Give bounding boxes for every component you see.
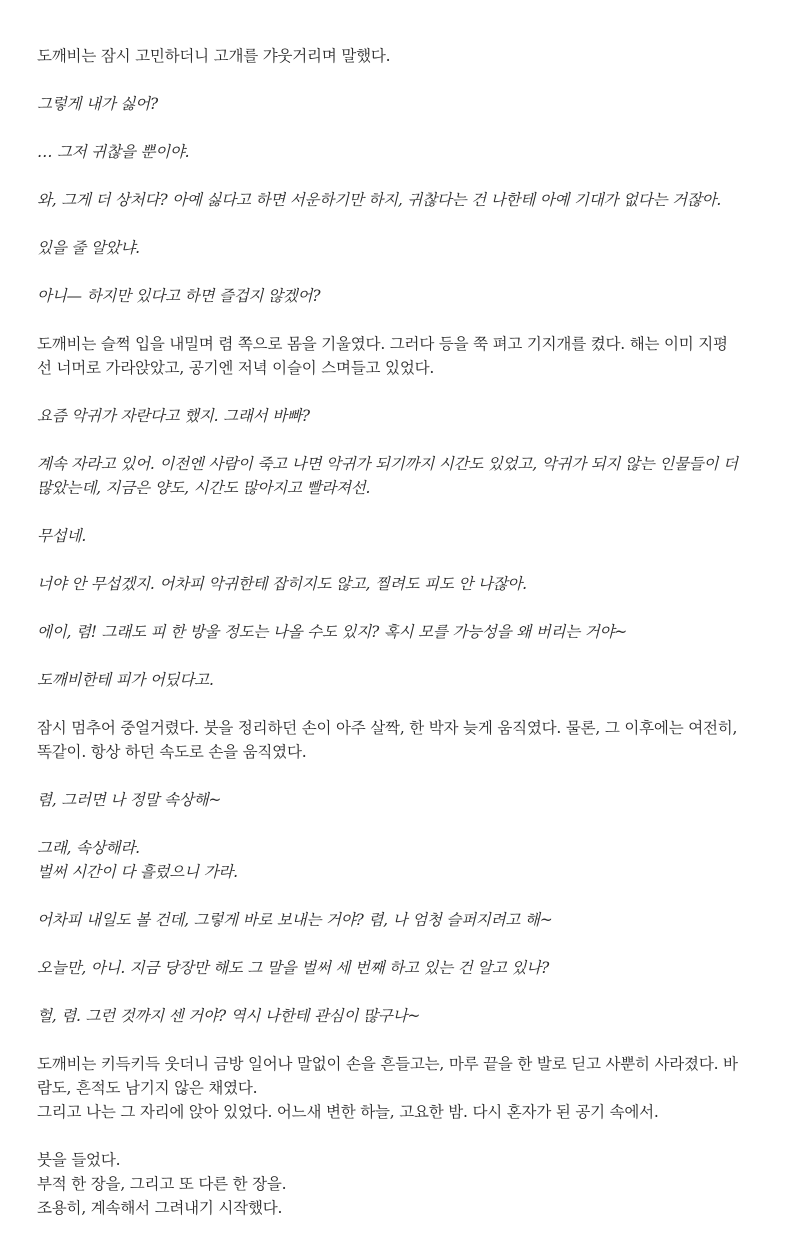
paragraph-dialogue xyxy=(37,404,767,428)
text-line: 벌써 시간이 다 흘렀으니 가라. xyxy=(37,863,238,881)
paragraph-dialogue xyxy=(37,1004,767,1028)
text-line: 오늘만, 아니. 지금 당장만 해도 그 말을 벌써 세 번째 하고 있는 건 알고 있나? xyxy=(37,959,550,977)
text-line: 많았는데, 지금은 양도, 시간도 많아지고 빨라져선. xyxy=(37,479,371,497)
text-line: 잠시 멈추어 중얼거렸다. 붓을 정리하던 손이 아주 살짝, 한 박자 늦게 움직였다. 물론, 그 이후에는 여전히, xyxy=(37,719,738,737)
text-line: 있을 줄 알았냐. xyxy=(37,239,140,257)
document-body xyxy=(37,44,767,1244)
text-line: 부적 한 장을, 그리고 또 다른 한 장을. xyxy=(37,1175,287,1193)
text-line: 무섭네. xyxy=(37,527,87,545)
text-line: 조용히, 계속해서 그려내기 시작했다. xyxy=(37,1199,283,1217)
paragraph-dialogue xyxy=(37,452,767,500)
paragraph-narration xyxy=(37,1148,767,1220)
text-line: 헐, 렴. 그런 것까지 센 거야? 역시 나한테 관심이 많구나~ xyxy=(37,1007,421,1025)
paragraph-dialogue xyxy=(37,284,767,308)
paragraph-narration xyxy=(37,1052,767,1124)
text-line: 너야 안 무섭겠지. 어차피 악귀한테 잡히지도 않고, 찔려도 피도 안 나잖아. xyxy=(37,575,527,593)
text-line: 똑같이. 항상 하던 속도로 손을 움직였다. xyxy=(37,743,307,761)
paragraph-dialogue xyxy=(37,668,767,692)
paragraph-narration xyxy=(37,44,767,68)
text-line: 그렇게 내가 싫어? xyxy=(37,95,158,113)
text-line: 선 너머로 가라앉았고, 공기엔 저녁 이슬이 스며들고 있었다. xyxy=(37,359,435,377)
text-line: 에이, 렴! 그래도 피 한 방울 정도는 나올 수도 있지? 혹시 모를 가능성을 왜 버리는 거야~ xyxy=(37,623,628,641)
paragraph-dialogue xyxy=(37,908,767,932)
text-line: 계속 자라고 있어. 이전엔 사람이 죽고 나면 악귀가 되기까지 시간도 있었고, 악귀가 되지 않는 인물들이 더 xyxy=(37,455,738,473)
text-line: 붓을 들었다. xyxy=(37,1151,121,1169)
text-line: 도깨비는 잠시 고민하더니 고개를 갸웃거리며 말했다. xyxy=(37,47,391,65)
text-line: 어차피 내일도 볼 건데, 그렇게 바로 보내는 거야? 렴, 나 엄청 슬퍼지려고 해~ xyxy=(37,911,553,929)
text-line: … 그저 귀찮을 뿐이야. xyxy=(37,143,190,161)
paragraph-dialogue xyxy=(37,92,767,116)
paragraph-dialogue xyxy=(37,788,767,812)
paragraph-dialogue xyxy=(37,956,767,980)
paragraph-narration xyxy=(37,716,767,764)
paragraph-dialogue xyxy=(37,188,767,212)
text-line: 그리고 나는 그 자리에 앉아 있었다. 어느새 변한 하늘, 고요한 밤. 다시 혼자가 된 공기 속에서. xyxy=(37,1103,659,1121)
text-line: 그래, 속상해라. xyxy=(37,839,140,857)
paragraph-dialogue xyxy=(37,524,767,548)
paragraph-dialogue xyxy=(37,140,767,164)
paragraph-dialogue xyxy=(37,236,767,260)
text-line: 도깨비한테 피가 어딨다고. xyxy=(37,671,214,689)
text-line: 도깨비는 키득키득 웃더니 금방 일어나 말없이 손을 흔들고는, 마루 끝을 한 발로 딛고 사뿐히 사라졌다. 바 xyxy=(37,1055,738,1073)
text-line: 요즘 악귀가 자란다고 했지. 그래서 바빠? xyxy=(37,407,310,425)
paragraph-narration xyxy=(37,332,767,380)
paragraph-dialogue xyxy=(37,836,767,884)
paragraph-dialogue xyxy=(37,572,767,596)
text-line: 도깨비는 슬쩍 입을 내밀며 렴 쪽으로 몸을 기울였다. 그러다 등을 쭉 펴고 기지개를 켰다. 해는 이미 지평 xyxy=(37,335,728,353)
paragraph-dialogue xyxy=(37,620,767,644)
text-line: 렴, 그러면 나 정말 속상해~ xyxy=(37,791,222,809)
text-line: 람도, 흔적도 남기지 않은 채였다. xyxy=(37,1079,258,1097)
text-line: 와, 그게 더 상처다? 아예 싫다고 하면 서운하기만 하지, 귀찮다는 건 나한테 아예 기대가 없다는 거잖아. xyxy=(37,191,722,209)
text-line: 아니— 하지만 있다고 하면 즐겁지 않겠어? xyxy=(37,287,321,305)
